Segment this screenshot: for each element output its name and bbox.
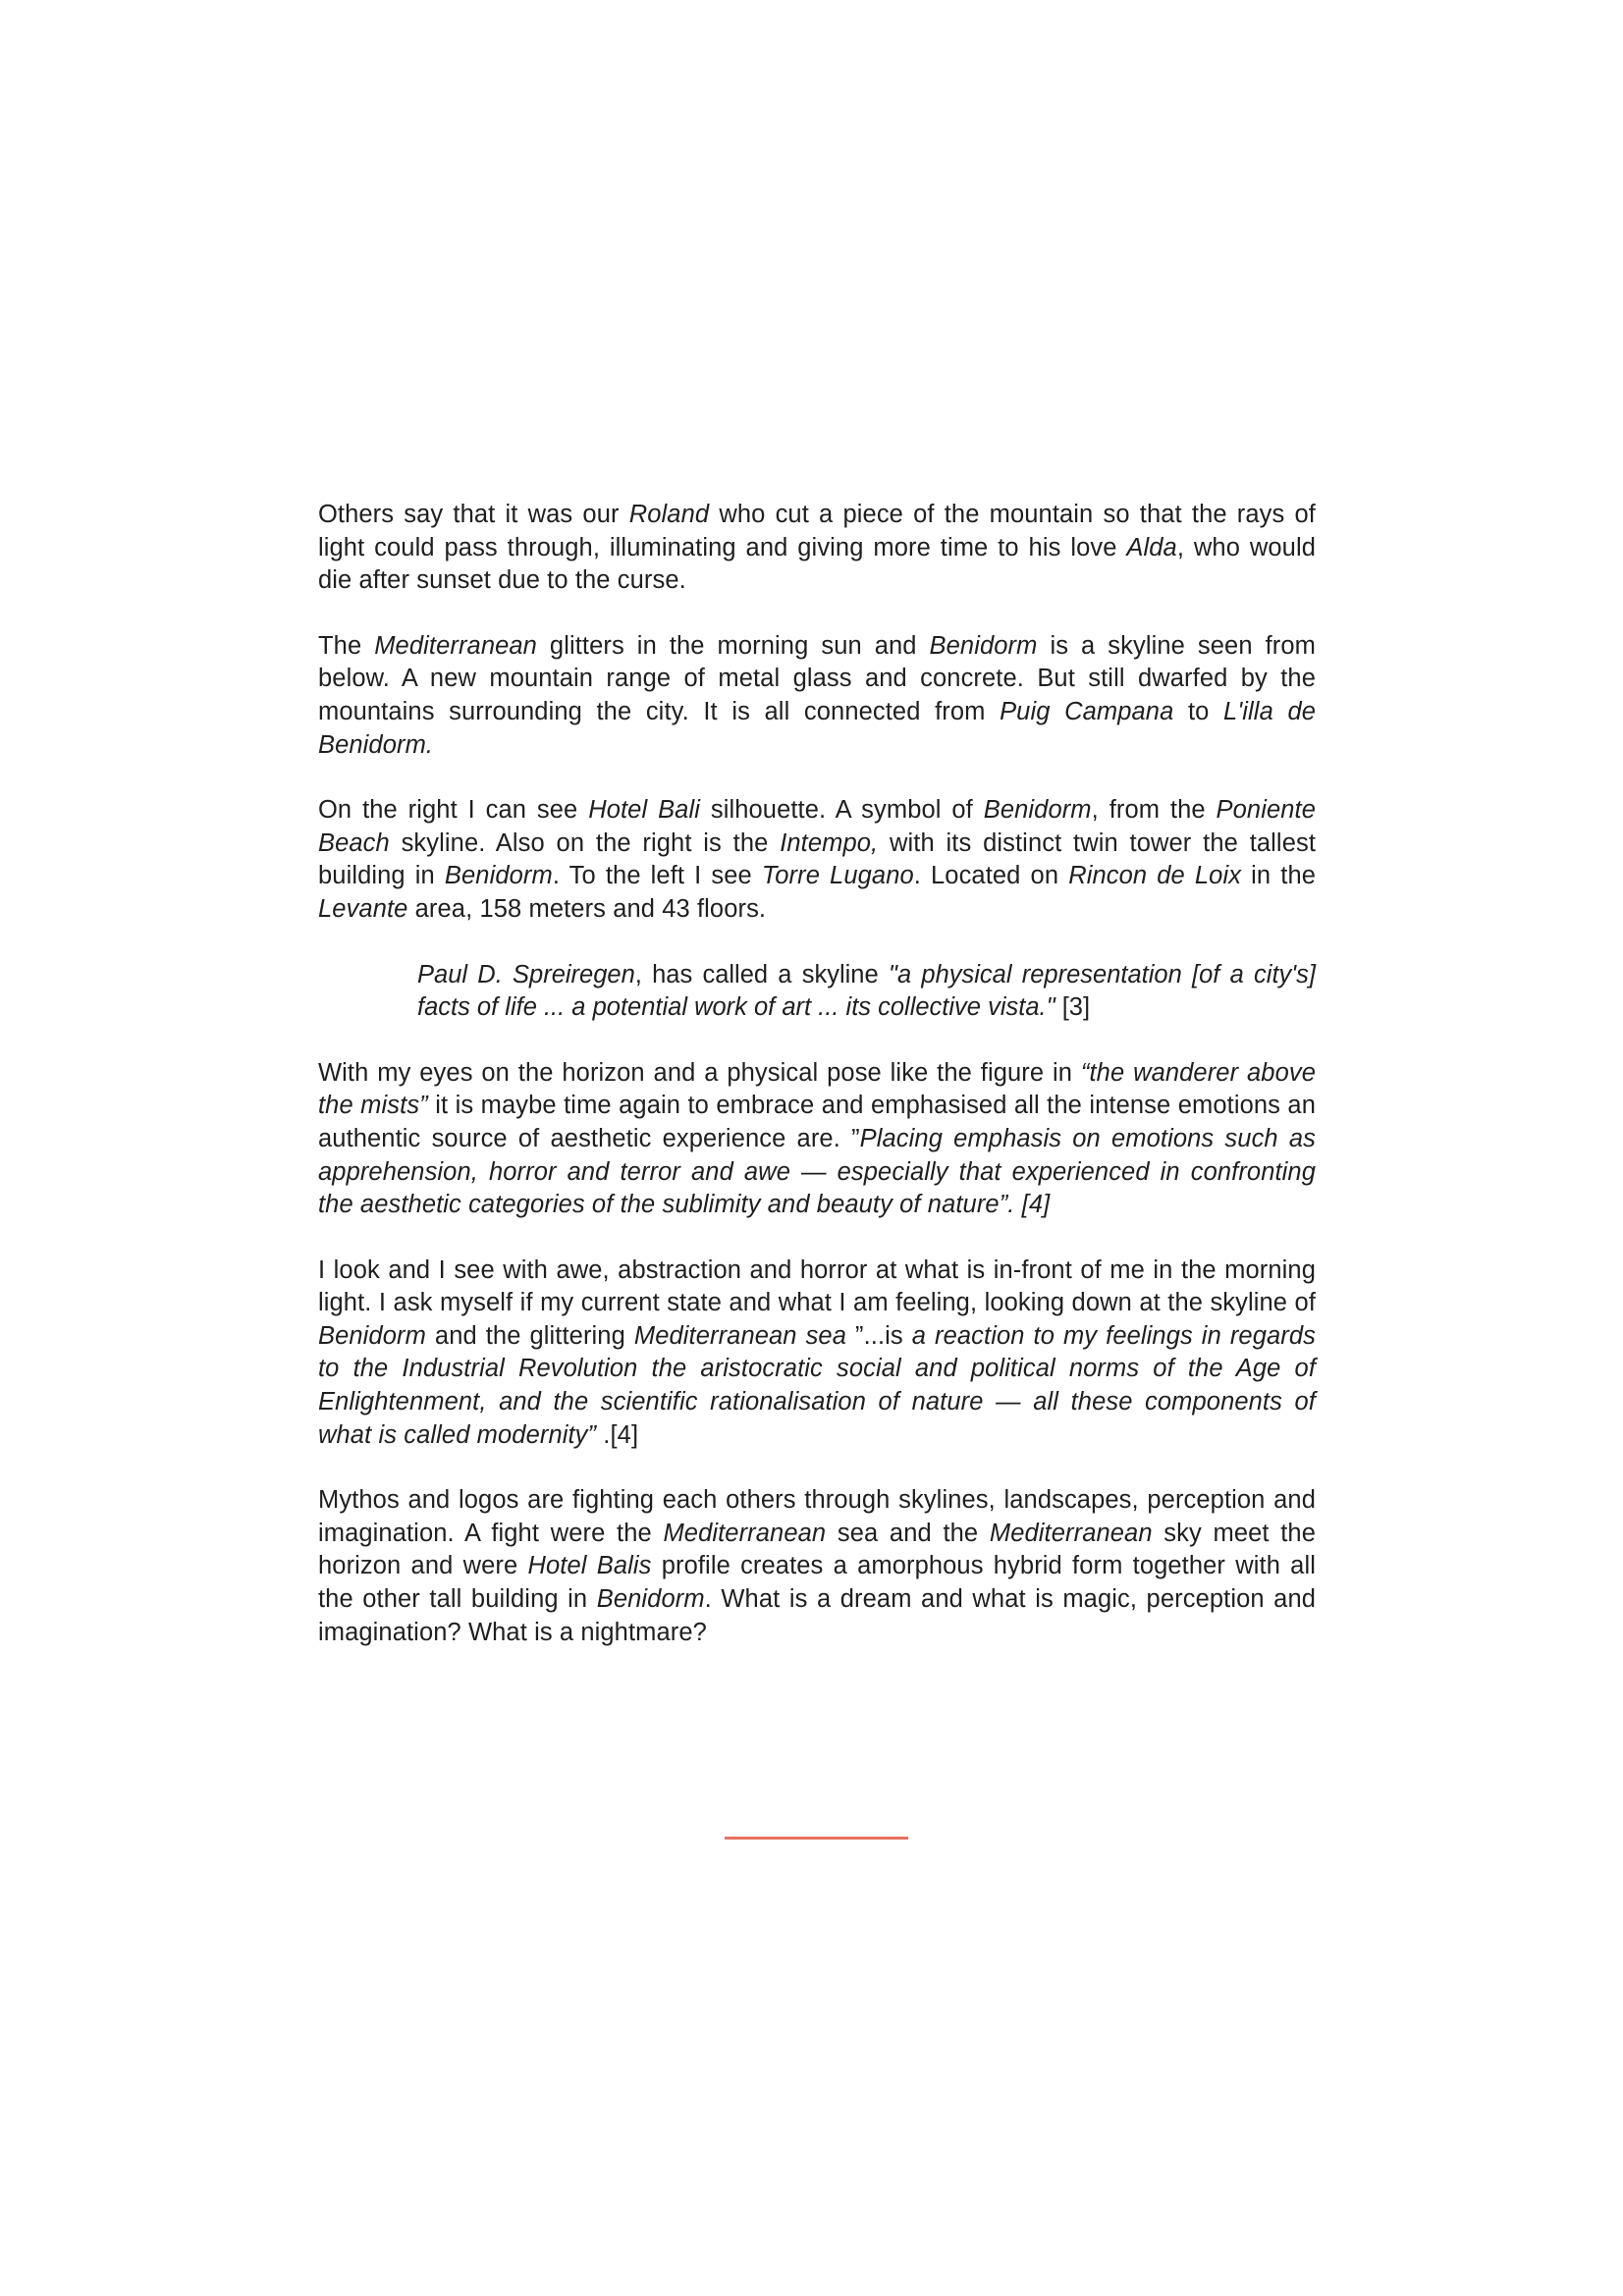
text-run: , has called a skyline <box>634 960 889 988</box>
text-run: On the right I can see <box>318 796 589 825</box>
italic-text-run: Puig Campana <box>1000 697 1174 725</box>
text-run: glitters in the morning sun and <box>536 631 930 660</box>
footer-divider <box>725 1837 908 1840</box>
text-run: silhouette. A symbol of <box>700 796 984 825</box>
text-run: . To the left I see <box>552 862 762 890</box>
italic-text-run: Torre Lugano <box>761 862 914 890</box>
text-run: , who would die after sunset due to the curse. <box>318 533 1316 595</box>
body-text <box>318 499 1316 1682</box>
paragraph-awe <box>318 1255 1316 1453</box>
text-run: With my eyes on the horizon and a physical pose like the figure in <box>318 1058 1081 1087</box>
italic-text-run: Benidorm <box>983 796 1092 825</box>
italic-text-run: Mediterranean sea <box>633 1321 846 1350</box>
italic-text-run: Benidorm <box>318 1321 426 1350</box>
italic-text-run: Levante <box>318 894 408 923</box>
text-run: skyline. Also on the right is the <box>389 828 781 857</box>
text-run: . Located on <box>913 862 1069 890</box>
block-quote-spreiregen <box>417 959 1316 1025</box>
paragraph-mediterranean <box>318 630 1316 762</box>
text-run: is a skyline seen from below. A new mountain range of metal glass and concrete. But still dwarfed by the mountains surrounding the city. It is all connected from <box>318 631 1316 725</box>
italic-text-run: a reaction to my feelings in regards to the Industrial Revolution the aristocratic social and political norms of the Age of Enlightenment, and the scientific rationalisation of nature — all these components of what is called modernity” <box>318 1321 1316 1449</box>
italic-text-run: Intempo, <box>780 828 879 857</box>
italic-text-run: Benidorm <box>596 1585 705 1614</box>
text-run: to <box>1173 697 1224 725</box>
paragraph-hotel-bali <box>318 794 1316 926</box>
text-run: The <box>318 631 375 660</box>
italic-text-run: Hotel Bali <box>588 796 700 825</box>
italic-text-run: "a physical representation [of a city's] facts of life ... a potential work of art ... its collective vista." <box>417 960 1316 1022</box>
italic-text-run: Alda <box>1126 533 1177 561</box>
italic-text-run: “the wanderer above the mists” <box>318 1058 1317 1120</box>
italic-text-run: Placing emphasis on emotions such as apprehension, horror and terror and awe — especially that experienced in confronting the aesthetic categories of the sublimity and beauty of nature”. [4] <box>318 1124 1316 1219</box>
text-run: ”...is <box>846 1321 912 1350</box>
text-run: and the glittering <box>425 1321 634 1350</box>
text-run: Others say that it was our <box>318 501 629 528</box>
italic-text-run: Benidorm <box>929 631 1038 660</box>
text-run: Mythos and logos are fighting each others through skylines, landscapes, perception and imagination. A fight were the <box>318 1486 1316 1547</box>
text-run: , from the <box>1091 796 1217 825</box>
text-run: it is maybe time again to embrace and emphasised all the intense emotions an authentic source of aesthetic experience are. ” <box>318 1092 1316 1152</box>
italic-text-run: Mediterranean <box>989 1519 1153 1547</box>
text-run: with its distinct twin tower the tallest building in <box>318 828 1317 890</box>
italic-text-run: Mediterranean <box>374 631 537 660</box>
paragraph-roland <box>318 499 1316 598</box>
italic-text-run: Rincon de Loix <box>1068 862 1242 890</box>
italic-text-run: Poniente Beach <box>318 796 1317 857</box>
text-run: who cut a piece of the mountain so that the rays of light could pass through, illuminating and giving more time to his love <box>318 501 1316 561</box>
italic-text-run: Roland <box>628 501 710 528</box>
text-run: sea and the <box>826 1519 990 1547</box>
text-run: profile creates a amorphous hybrid form together with all the other tall building in <box>318 1552 1316 1614</box>
text-run: .[4] <box>596 1420 639 1449</box>
paragraph-mythos-logos <box>318 1484 1316 1649</box>
text-run: area, 158 meters and 43 floors. <box>407 894 767 923</box>
italic-text-run: Mediterranean <box>663 1519 827 1547</box>
italic-text-run: Benidorm <box>444 862 553 890</box>
text-run: I look and I see with awe, abstraction and horror at what is in-front of me in the morning light. I ask myself if my current state and what I am feeling, looking down at the skyline of <box>318 1255 1316 1317</box>
paragraph-wanderer <box>318 1057 1316 1222</box>
italic-text-run: L'illa de Benidorm. <box>318 697 1317 759</box>
italic-text-run: Hotel Balis <box>527 1552 652 1580</box>
text-run: in the <box>1241 862 1317 890</box>
text-run: [3] <box>1055 993 1091 1022</box>
text-run: . What is a dream and what is magic, perception and imagination? What is a nightmare? <box>318 1585 1317 1646</box>
italic-text-run: Paul D. Spreiregen <box>417 960 635 988</box>
text-run: sky meet the horizon and were <box>318 1519 1316 1580</box>
